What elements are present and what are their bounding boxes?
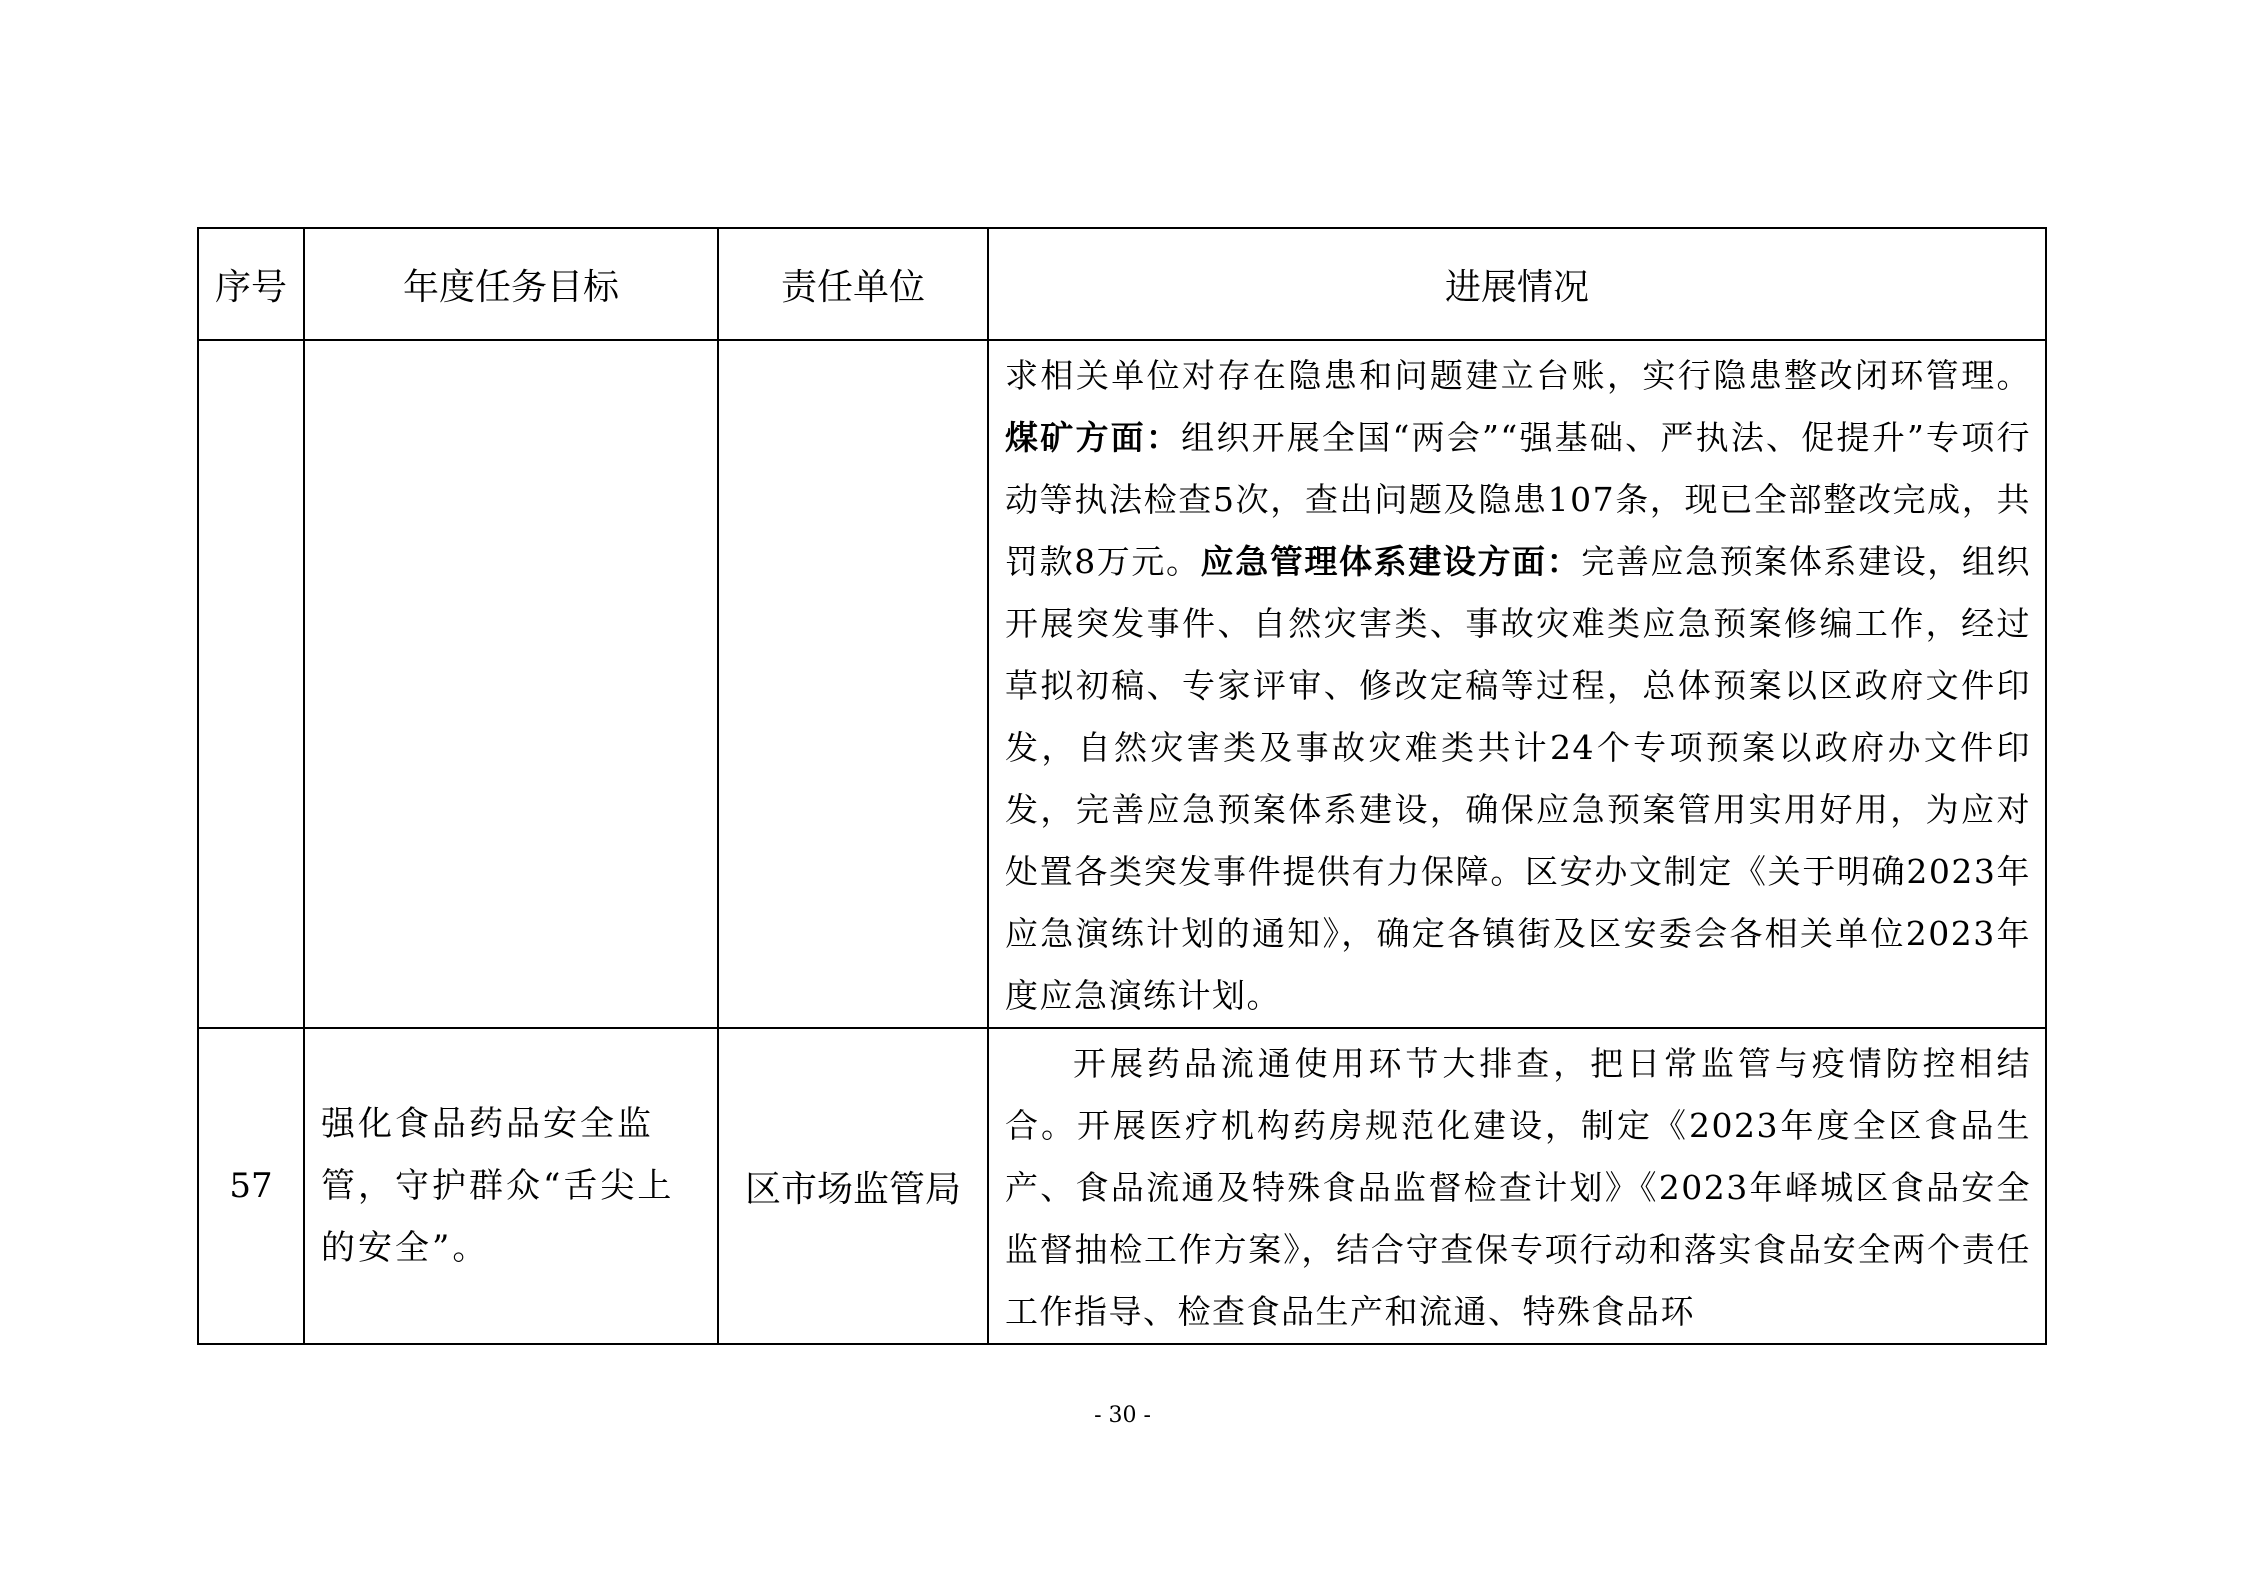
page-number: - 30 - — [1094, 1403, 1151, 1428]
table-row — [198, 1028, 2046, 1344]
row-progress — [988, 340, 2046, 1028]
progress-text: 组织开展全国“两会”“强基础、严执法、促提升”专项行动等执法检查5次，查出问题及隐患107条，现已全部整改完成，共罚款8万元。 — [1005, 418, 2031, 581]
progress-text: 求相关单位对存在隐患和问题建立台账，实行隐患整改闭环管理。 — [1005, 356, 2031, 395]
row-unit — [718, 340, 988, 1028]
header-goal: 年度任务目标 — [304, 228, 718, 340]
row-goal — [304, 340, 718, 1028]
header-progress: 进展情况 — [988, 228, 2046, 340]
row-progress — [988, 1028, 2046, 1344]
progress-text: 开展药品流通使用环节大排查，把日常监管与疫情防控相结合。开展医疗机构药房规范化建设，制定《2023年度全区食品生产、食品流通及特殊食品监督检查计划》《2023年峄城区食品安全监督抽检工作方案》，结合守查保专项行动和落实食品安全两个责任工作指导、检查食品生产和流通、特殊食品环 — [1005, 1044, 2031, 1331]
section-heading-emergency: 应急管理体系建设方面： — [1200, 542, 1582, 581]
row-goal: 强化食品药品安全监管，守护群众“舌尖上的安全”。 — [304, 1028, 718, 1344]
progress-text: 完善应急预案体系建设，组织开展突发事件、自然灾害类、事故灾难类应急预案修编工作，经过草拟初稿、专家评审、修改定稿等过程，总体预案以区政府文件印发，自然灾害类及事故灾难类共计24个专项预案以政府办文件印发，完善应急预案体系建设，确保应急预案管用实用好用，为应对处置各类突发事件提供有力保障。区安办文制定《关于明确2023年应急演练计划的通知》，确定各镇街及区安委会各相关单位2023年度应急演练计划。 — [1005, 542, 2032, 1015]
progress-table — [197, 227, 2047, 1345]
row-number: 57 — [198, 1028, 304, 1344]
header-no: 序号 — [198, 228, 304, 340]
header-unit: 责任单位 — [718, 228, 988, 340]
row-number — [198, 340, 304, 1028]
table-header-row — [198, 228, 2046, 340]
section-heading-coal: 煤矿方面： — [1005, 418, 1182, 457]
row-unit: 区市场监管局 — [718, 1028, 988, 1344]
table-row — [198, 340, 2046, 1028]
